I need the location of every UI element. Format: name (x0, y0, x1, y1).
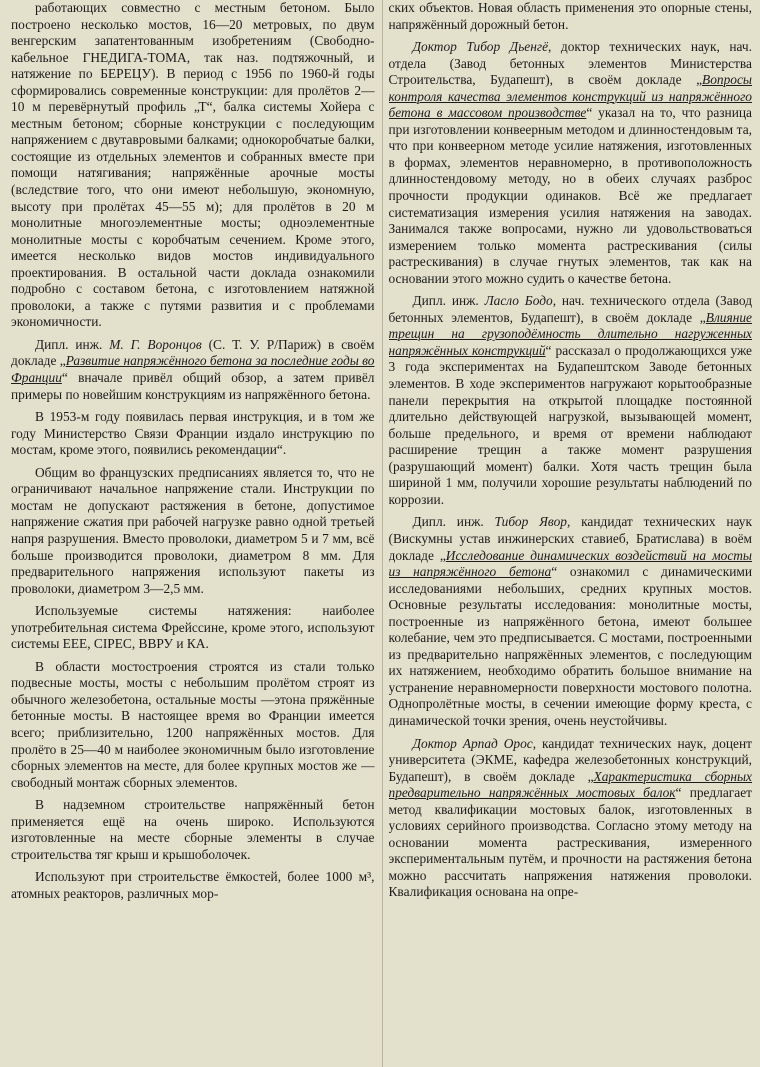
body-text: “ вначале привёл общий обзор, а затем привёл примеры по новейшим конструкциям из напряжённого бетона. (11, 370, 375, 402)
report-title: Влияние трещин на грузоподёмность длительно нагруженных напряжённых конструкций (388, 309, 752, 358)
body-text: , кандидат технических наук, доцент университета (ЭКМЕ, кафедра железобетонных конструкций, Будапешт), в своём докладе „ (388, 735, 752, 784)
paragraph (11, 465, 375, 597)
body-text: , нач. технического отдела (Завод бетонных элементов, Будапешт), в своём докладе „ (388, 293, 752, 325)
report-title: Исследование динамических воздействий на мосты из напряжённого бетона (388, 547, 752, 580)
right-text-column (389, 0, 753, 1067)
body-text: Дипл. инж. (412, 293, 485, 309)
author-name: Тибор Явор (494, 514, 567, 530)
paragraph (11, 409, 375, 459)
body-text: Дипл. инж. (412, 514, 495, 530)
body-text: Общим во французских предписаниях является то, что не ограничивают начальное напряжение стали. Инструкции по мостам не допускают растяжения в бетоне, допустимое напряжение сжатия при рабочей нагрузке равно одной третьей напря разрушения. Вместо проволоки, диаметром 5 и 7 мм, всё больше производится проволоки, диаметром 8 мм. Для предварительного напряжения используют пакеты из проволоки, диаметром 3—2,5 мм. (11, 464, 375, 596)
body-text: Дипл. инж. (35, 336, 110, 352)
paragraph (389, 0, 753, 33)
body-text: Используют при строительстве ёмкостей, более 1000 м³, атомных реакторов, различных мор- (11, 869, 375, 901)
body-text: , кандидат технических наук (Вискумны устав инжинерских ставиеб, Братислава) в воём докладе „ (388, 514, 752, 563)
body-text: В надземном строительстве напряжённый бетон применяется ещё на очень широко. Используются изготовленные на месте сборные элементы в случае строительства тяг крыш и крышоболочек. (11, 797, 375, 862)
paragraph (11, 659, 375, 791)
paragraph (389, 293, 753, 508)
paragraph (11, 0, 375, 331)
body-text: , доктор технических наук, нач. отдела (Завод бетонных элементов Министерства Строительства, Будапешт), в своём докладе „ (388, 39, 752, 88)
paragraph (11, 797, 375, 863)
body-text: (С. Т. У. Р/Париж) в своём докладе „ (11, 336, 375, 369)
paragraph (389, 39, 753, 287)
author-name: Доктор Тибор Дьенгё (412, 39, 549, 55)
paragraph (11, 337, 375, 403)
left-text-column (11, 0, 375, 1067)
body-text: “ указал на то, что разница при изготовлении конвеерным методом и длинностендовым та, что при конвеерном методе усилие натяжения, изготовленных в формах, элементов неравномерно, в противоположность длинностендовому методу, но в обеих случаях разброс прочности продукции одинаков. Всё же предлагает систематизация измерения усилия натяжения на заводах. Занимался также вопросами, нужно ли удовольствоваться измерением только момента растрескивания (силы растрескивания) в случае гнутых элементов, так как на основании этого можно судить о качестве бетона. (388, 105, 752, 286)
author-name: Ласло Бодо (484, 293, 553, 309)
paragraph (389, 736, 753, 901)
body-text: В 1953-м году появилась первая инструкция, и в том же году Министерство Связи Франции издало инструкцию по мостам, кроме этого, появились рекомендации“. (11, 409, 375, 458)
paragraph (389, 514, 753, 729)
author-name: М. Г. Воронцов (109, 336, 202, 352)
body-text: “ рассказал о продолжающихся уже 3 года экспериментах на Будапештском Заводе бетонных элементов. В ходе экспериментов нагружают корытообразные панели перекрытия на открытой площадке постоянной длительно действующей нагрузкой, вызывающей момент, больше предельного, и время от времени наблюдают расширение трещин а также момент разрушения (разрушающий момент) балки. Хотя часть трещин была шириной 1 мм, получили хорошие результаты наблюдений по коррозии. (388, 342, 752, 507)
body-text: Используемые системы натяжения: наиболее употребительная система Фрейссине, кроме этого, используют системы ЕЕЕ, CIPEC, ВВРУ и КА. (11, 603, 375, 652)
paragraph (11, 869, 375, 902)
body-text: “ ознакомил с динамическими исследованиями небольших, средних крупных мостов. Основные результаты исследования: монолитные мосты, построенные из напряжённого бетона, имеют большее колебание, чем это предписывается. С мостами, построенными из предварительно напряжённых элементов, с последующим их натяжением, необходимо обратить большое внимание на устранение неравномерности поверхности мостового полотна. Однопролётные мосты, в сечении имеющие форму креста, с динамической точки зрения, очень неустойчивы. (388, 564, 752, 728)
report-title: Вопросы контроля качества элементов конструкций из напряжённого бетона в массовом производстве (388, 72, 752, 121)
report-title: Развитие напряжённого бетона за последние годы во Франции (11, 353, 375, 386)
column-divider (382, 0, 383, 1067)
report-title: Характеристика сборных предварительно напряжённых мостовых балок (388, 768, 752, 801)
body-text: В области мостостроения строятся из стали только подвесные мосты, мосты с небольшим пролётом строят из обычного железобетона, остальные мосты —этона пряжённые бетонные мосты. В настоящее время во Франции имеется всего; приблизительно, 1200 напряжённых мостов. Для пролёто в 25—40 м наиболее экономичным было изготовление сборных элементов на месте, для более крупных мостов же — свободный монтаж сборных элементов. (11, 658, 375, 790)
body-text: “ предлагает метод квалификации мостовых балок, изготовленных в условиях серийного производства. Согласно этому методу на основании момента растрескивания, измеренного экспериментальным путём, и прочности на растяжения бетона можно рассчитать напряжения натяжения проволоки. Квалификация основана на опре- (388, 785, 752, 900)
body-text: работающих совместно с местным бетоном. Было построено несколько мостов, 16—20 метровых, по двум венгерским запатентованным изобретениям (Свободно-кабельное ГНЕДИГА-ТОМА, так наз. подтяжочный, и натяжение по БЕРЕЦУ). В период с 1956 по 1960-й годы сформировались современные конструкции: для пролётов 2—10 м перевёрнутый профиль „Т“, балка системы Хойера с местным бетоном; сборные конструкции с последующим напряжением с двутавровыми балками; однокоробчатые балки, состоящие из отдельных элементов и собранных вместе при помощи натягивания; напряжённые арочные мосты (вследствие того, что они имеют небольшую, экономную, высоту при пролётах 45—55 м); для пролётов в 20 м монолитные многоэлементные мосты; одноэлементные монолитные мосты с коробчатым сечением. Кроме этого, имеется несколько видов мостов индивидуального проектирования. В остальной части доклада ознакомили подробно с составом бетона, с изготовлением натяжной проволоки, а также с путями развития и с проблемами экономичности. (11, 0, 375, 330)
body-text: ских объектов. Новая область применения это опорные стены, напряжённый дорожный бетон. (388, 0, 752, 32)
paragraph (11, 603, 375, 653)
author-name: Доктор Арпад Орос (412, 735, 533, 751)
